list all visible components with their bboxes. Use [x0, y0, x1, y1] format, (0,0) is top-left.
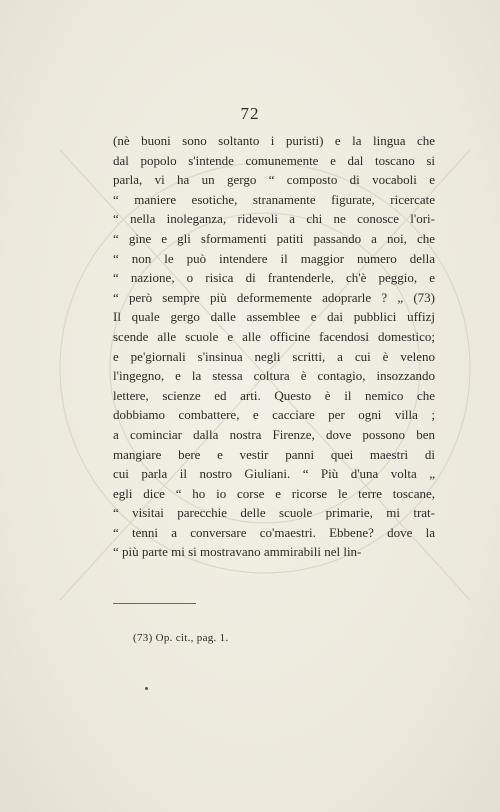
- text-line: “ nazione, o risica di frantenderle, ch'è peggio, e: [113, 270, 435, 286]
- body-text: [113, 131, 435, 562]
- footnote: (73) Op. cit., pag. 1.: [133, 632, 229, 644]
- text-line: “ più parte mi si mostravano ammirabili nel lin-: [113, 544, 362, 560]
- text-line: “ però sempre più deformemente adoprarle ? „ (73): [113, 289, 435, 305]
- text-line: egli dice “ ho io corse e ricorse le terre toscane,: [113, 485, 435, 501]
- text-line: “ maniere esotiche, stranamente figurate, ricercate: [113, 191, 435, 207]
- text-line: l'ingegno, e la stessa coltura è contagio, insozzando: [113, 368, 435, 384]
- text-line: parla, vi ha un gergo “ composto di vocaboli e: [113, 172, 435, 188]
- text-line: (nè buoni sono soltanto i puristi) e la lingua che: [113, 133, 435, 148]
- ink-speck: [145, 687, 148, 690]
- text-line: dal popolo s'intende comunemente e dal toscano si: [113, 152, 435, 168]
- text-line: a cominciar dalla nostra Firenze, dove possono ben: [113, 426, 435, 442]
- text-line: scende alle scuole e alle officine facendosi domestico;: [113, 328, 435, 344]
- footnote-divider: [113, 603, 196, 604]
- text-line: dobbiamo combattere, e cacciare per ogni villa ;: [113, 407, 435, 423]
- page-number: 72: [240, 104, 260, 123]
- text-line: cui parla il nostro Giuliani. “ Più d'una volta „: [113, 466, 435, 482]
- text-line: mangiare bere e vestir panni quei maestri di: [113, 446, 435, 462]
- text-line: “ non le può intendere il maggior numero della: [113, 250, 435, 266]
- text-line: lettere, scienze ed arti. Questo è il nemico che: [113, 387, 435, 403]
- text-line: Il quale gergo dalle assemblee e dai pubblici uffizj: [113, 309, 435, 325]
- text-line: “ tenni a conversare co'maestri. Ebbene? dove la: [113, 524, 435, 540]
- text-line: “ gine e gli sformamenti patiti passando a noi, che: [113, 230, 435, 246]
- text-line: “ visitai parecchie delle scuole primarie, mi trat-: [113, 505, 435, 521]
- text-line: e pe'giornali s'insinua negli scritti, a cui è veleno: [113, 348, 435, 364]
- text-line: “ nella inoleganza, ridevoli a chi ne conosce l'ori-: [113, 211, 435, 227]
